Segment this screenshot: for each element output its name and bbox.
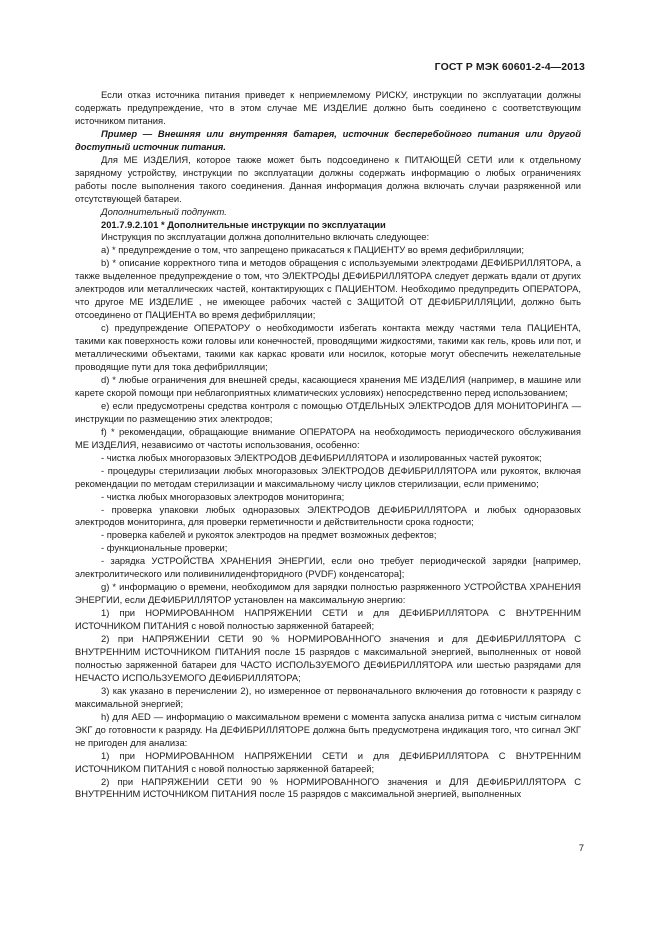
paragraph: Для МЕ ИЗДЕЛИЯ, которое также может быть подсоединено к ПИТАЮЩЕЙ СЕТИ или к отдельному зарядному устройству, инструкции по эксплуатации должны содержать информацию о любых ограничениях работы после выполнения такого соединения. Данная информация должна включать случаи разряженной или отсутствующей батареи. (75, 153, 581, 204)
list-item: a) * предупреждение о том, что запрещено прикасаться к ПАЦИЕНТУ во время дефибрилляции; (101, 244, 524, 256)
numbered-item: 1) при НОРМИРОВАННОМ НАПРЯЖЕНИИ СЕТИ и для ДЕФИБРИЛЛЯТОРА С ВНУТРЕННИМ ИСТОЧНИКОМ ПИТАНИЯ с новой полностью заряженной батареей; (75, 749, 581, 774)
list-item: h) для AED — информацию о максимальном времени с момента запуска анализа ритма с чистым сигналом ЭКГ до готовности к разряду. На ДЕФИБРИЛЛЯТОРЕ должна быть предусмотрена индикация того, что сигнал ЭКГ не пригоден для анализа: (75, 710, 581, 748)
list-item: d) * любые ограничения для внешней среды, касающиеся хранения МЕ ИЗДЕЛИЯ (например, в машине или карете скорой помощи при неблагоприятных климатических условиях) непосредственно перед использованием; (75, 373, 581, 398)
list-item: b) * описание корректного типа и методов обращения с используемыми электродами ДЕФИБРИЛЛЯТОРА, а также выделенное предупреждение о том, что ЭЛЕКТРОДЫ ДЕФИБРИЛЛЯТОРА следует держать вдали от других электродов или металлических частей, контактирующих с ПАЦИЕНТОМ. Необходимо предупредить ОПЕРАТОРА, что другое МЕ ИЗДЕЛИЕ , не имеющее рабочих частей с ЗАЩИТОЙ ОТ ДЕФИБРИЛЛЯЦИИ, должно быть отсоединено от ПАЦИЕНТА во время дефибрилляции; (75, 257, 581, 321)
list-item: g) * информацию о времени, необходимом для зарядки полностью разряженного УСТРОЙСТВА ХРАНЕНИЯ ЭНЕРГИИ, если ДЕФИБРИЛЛЯТОР установлен на максимальную энергию: (75, 581, 581, 606)
list-item: e) если предусмотрены средства контроля с помощью ОТДЕЛЬНЫХ ЭЛЕКТРОДОВ ДЛЯ МОНИТОРИНГА — инструкции по размещению этих электродов; (75, 399, 581, 424)
sub-list-item: - процедуры стерилизации любых многоразовых ЭЛЕКТРОДОВ ДЕФИБРИЛЛЯТОРА или рукояток, включая рекомендации по методам стерилизации и максимальному числу циклов стерилизации, если применимо; (75, 464, 581, 489)
numbered-item: 2) при НАПРЯЖЕНИИ СЕТИ 90 % НОРМИРОВАННОГО значения и для ДЕФИБРИЛЛЯТОРА С ВНУТРЕННИМ ИСТОЧНИКОМ ПИТАНИЯ после 15 разрядов с максимальной энергией, выполненных от новой полностью заряженной батареи для ЧАСТО ИСПОЛЬЗУЕМОГО ДЕФИБРИЛЛЯТОРА или шестью разрядами для НЕЧАСТО ИСПОЛЬЗУЕМОГО ДЕФИБРИЛЛЯТОРА; (75, 633, 581, 683)
sub-list-item: - чистка любых многоразовых ЭЛЕКТРОДОВ ДЕФИБРИЛЛЯТОРА и изолированных частей рукояток; (101, 451, 542, 463)
subclause-note: Дополнительный подпункт. (101, 205, 227, 217)
example-note: Пример — Внешняя или внутренняя батарея, источник бесперебойного питания или другой доступный источник питания. (75, 127, 581, 152)
numbered-item: 1) при НОРМИРОВАННОМ НАПРЯЖЕНИИ СЕТИ и для ДЕФИБРИЛЛЯТОРА С ВНУТРЕННИМ ИСТОЧНИКОМ ПИТАНИЯ с новой полностью заряженной батареей; (75, 607, 581, 632)
sub-list-item: - зарядка УСТРОЙСТВА ХРАНЕНИЯ ЭНЕРГИИ, если оно требует периодической зарядки [например, электролитического или поливинилиденфторидного (PVDF) конденсатора]; (75, 555, 581, 580)
sub-list-item: - функциональные проверки; (101, 542, 228, 554)
numbered-item: 2) при НАПРЯЖЕНИИ СЕТИ 90 % НОРМИРОВАННОГО значения и ДЛЯ ДЕФИБРИЛЛЯТОРА С ВНУТРЕННИМ ИСТОЧНИКОМ ПИТАНИЯ после 15 разрядов с максимальной энергией, выполненных (75, 775, 581, 800)
paragraph: Инструкция по эксплуатации должна дополнительно включать следующее: (101, 231, 430, 243)
list-item: f) * рекомендации, обращающие внимание ОПЕРАТОРА на необходимость периодического обслуживания МЕ ИЗДЕЛИЯ, независимо от частоты использования, особенно: (75, 425, 581, 450)
document-body (75, 89, 581, 801)
numbered-item: 3) как указано в перечислении 2), но измеренное от первоначального включения до готовности к разряду с максимальной энергией; (75, 684, 581, 709)
standard-header: ГОСТ Р МЭК 60601-2-4—2013 (434, 61, 585, 73)
paragraph: Если отказ источника питания приведет к неприемлемому РИСКУ, инструкции по эксплуатации должны содержать предупреждение, что в этом случае МЕ ИЗДЕЛИЕ должно быть соединено с соответствующим источником питания. (75, 89, 581, 126)
list-item: c) предупреждение ОПЕРАТОРУ о необходимости избегать контакта между частями тела ПАЦИЕНТА, такими как поверхность кожи головы или конечностей, проводящими жидкостями, такими как гель, кровь или пот, и металлическими объектами, такими как каркас кровати или носилок, которые могут обеспечить нежелательные проводящие пути для тока дефибрилляции; (75, 322, 581, 373)
sub-list-item: - проверка упаковки любых одноразовых ЭЛЕКТРОДОВ ДЕФИБРИЛЛЯТОРА и любых одноразовых электродов мониторинга, для проверки герметичности и действительности срока годности; (75, 503, 581, 528)
sub-list-item: - чистка любых многоразовых электродов мониторинга; (101, 490, 345, 502)
page-number: 7 (578, 843, 584, 854)
sub-list-item: - проверка кабелей и рукояток электродов на предмет возможных дефектов; (101, 529, 437, 541)
section-heading: 201.7.9.2.101 * Дополнительные инструкции по эксплуатации (101, 218, 386, 230)
